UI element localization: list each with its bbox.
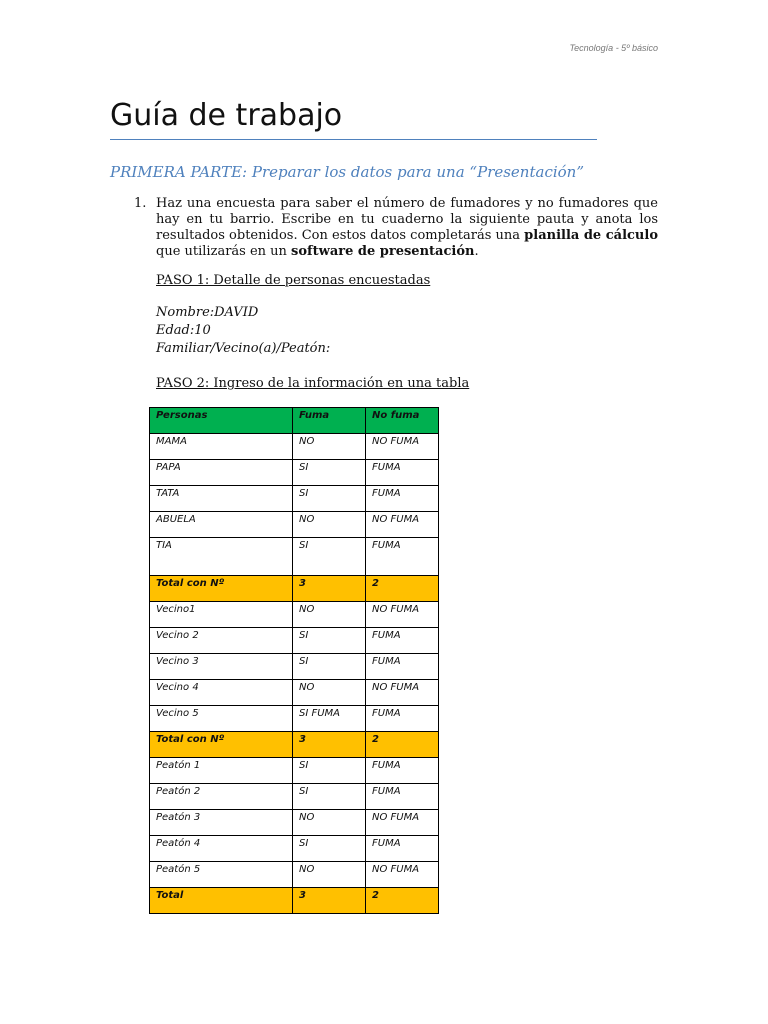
cell-persona: MAMA — [150, 434, 293, 460]
cell-no-fuma: NO FUMA — [366, 602, 439, 628]
cell-persona: Vecino1 — [150, 602, 293, 628]
cell-fuma: 3 — [293, 888, 366, 914]
cell-no-fuma: NO FUMA — [366, 680, 439, 706]
instruction-text: Haz una encuesta para saber el número de fumadores y no fumadores que hay en tu barrio. Escribe en tu cuaderno la siguiente pauta y anota los resultados obtenidos. Con estos datos completarás una — [156, 196, 658, 243]
table-row — [150, 460, 439, 486]
instruction-bold-software: software de presentación — [291, 244, 475, 259]
table-total-row — [150, 888, 439, 914]
cell-fuma: NO — [293, 602, 366, 628]
cell-persona: Total — [150, 888, 293, 914]
instruction-text: que utilizarás en un — [156, 244, 292, 259]
cell-no-fuma: NO FUMA — [366, 862, 439, 888]
table-row — [150, 836, 439, 862]
cell-persona: TIA — [150, 538, 293, 576]
cell-persona: Peatón 1 — [150, 758, 293, 784]
column-header-fuma: Fuma — [293, 408, 366, 434]
cell-no-fuma: FUMA — [366, 628, 439, 654]
cell-fuma: 3 — [293, 576, 366, 602]
table-row — [150, 706, 439, 732]
cell-no-fuma: NO FUMA — [366, 512, 439, 538]
list-number: 1. — [134, 196, 147, 211]
cell-fuma: SI — [293, 538, 366, 576]
table-total-row — [150, 732, 439, 758]
field-nombre: Nombre:DAVID — [156, 305, 259, 320]
column-header-personas: Personas — [150, 408, 293, 434]
page-title: Guía de trabajo — [110, 98, 343, 133]
table-row — [150, 862, 439, 888]
cell-fuma: SI — [293, 628, 366, 654]
cell-fuma: SI — [293, 836, 366, 862]
cell-persona: Vecino 4 — [150, 680, 293, 706]
cell-no-fuma: 2 — [366, 732, 439, 758]
title-divider — [110, 139, 597, 140]
cell-persona: Peatón 4 — [150, 836, 293, 862]
field-edad: Edad:10 — [156, 323, 211, 338]
cell-persona: PAPA — [150, 460, 293, 486]
cell-fuma: SI — [293, 784, 366, 810]
section-heading: PRIMERA PARTE: Preparar los datos para una “Presentación” — [110, 163, 585, 181]
cell-fuma: NO — [293, 810, 366, 836]
cell-fuma: SI — [293, 486, 366, 512]
cell-no-fuma: FUMA — [366, 758, 439, 784]
instruction-text: . — [474, 244, 479, 259]
cell-fuma: SI — [293, 460, 366, 486]
cell-no-fuma: FUMA — [366, 784, 439, 810]
cell-no-fuma: FUMA — [366, 706, 439, 732]
cell-no-fuma: 2 — [366, 576, 439, 602]
cell-persona: Vecino 2 — [150, 628, 293, 654]
cell-persona: TATA — [150, 486, 293, 512]
cell-no-fuma: NO FUMA — [366, 810, 439, 836]
table-row — [150, 628, 439, 654]
field-relacion: Familiar/Vecino(a)/Peatón: — [156, 341, 331, 356]
cell-no-fuma: FUMA — [366, 486, 439, 512]
cell-fuma: NO — [293, 434, 366, 460]
step-2-heading: PASO 2: Ingreso de la información en una tabla — [156, 376, 470, 391]
table-row — [150, 758, 439, 784]
table-row — [150, 654, 439, 680]
cell-persona: Peatón 5 — [150, 862, 293, 888]
cell-fuma: SI FUMA — [293, 706, 366, 732]
cell-no-fuma: FUMA — [366, 654, 439, 680]
cell-fuma: 3 — [293, 732, 366, 758]
cell-persona: Total con Nº — [150, 732, 293, 758]
cell-fuma: NO — [293, 680, 366, 706]
smokers-table — [149, 407, 439, 914]
table-row — [150, 784, 439, 810]
table-row — [150, 486, 439, 512]
table-row — [150, 602, 439, 628]
instruction-bold-spreadsheet: planilla de cálculo — [524, 228, 658, 243]
cell-fuma: NO — [293, 512, 366, 538]
cell-fuma: NO — [293, 862, 366, 888]
instruction-paragraph — [156, 196, 658, 260]
table-total-row — [150, 576, 439, 602]
cell-persona: Vecino 3 — [150, 654, 293, 680]
column-header-no-fuma: No fuma — [366, 408, 439, 434]
table-row — [150, 434, 439, 460]
cell-no-fuma: FUMA — [366, 836, 439, 862]
cell-no-fuma: 2 — [366, 888, 439, 914]
cell-persona: Peatón 2 — [150, 784, 293, 810]
header-note: Tecnología - 5º básico — [569, 43, 658, 53]
step-1-heading: PASO 1: Detalle de personas encuestadas — [156, 273, 431, 288]
cell-no-fuma: FUMA — [366, 460, 439, 486]
cell-no-fuma: NO FUMA — [366, 434, 439, 460]
cell-fuma: SI — [293, 758, 366, 784]
cell-persona: Total con Nº — [150, 576, 293, 602]
table-header-row — [150, 408, 439, 434]
cell-no-fuma: FUMA — [366, 538, 439, 576]
table-row — [150, 810, 439, 836]
table-row — [150, 538, 439, 576]
cell-persona: Vecino 5 — [150, 706, 293, 732]
cell-persona: Peatón 3 — [150, 810, 293, 836]
cell-fuma: SI — [293, 654, 366, 680]
cell-persona: ABUELA — [150, 512, 293, 538]
table-row — [150, 512, 439, 538]
table-row — [150, 680, 439, 706]
